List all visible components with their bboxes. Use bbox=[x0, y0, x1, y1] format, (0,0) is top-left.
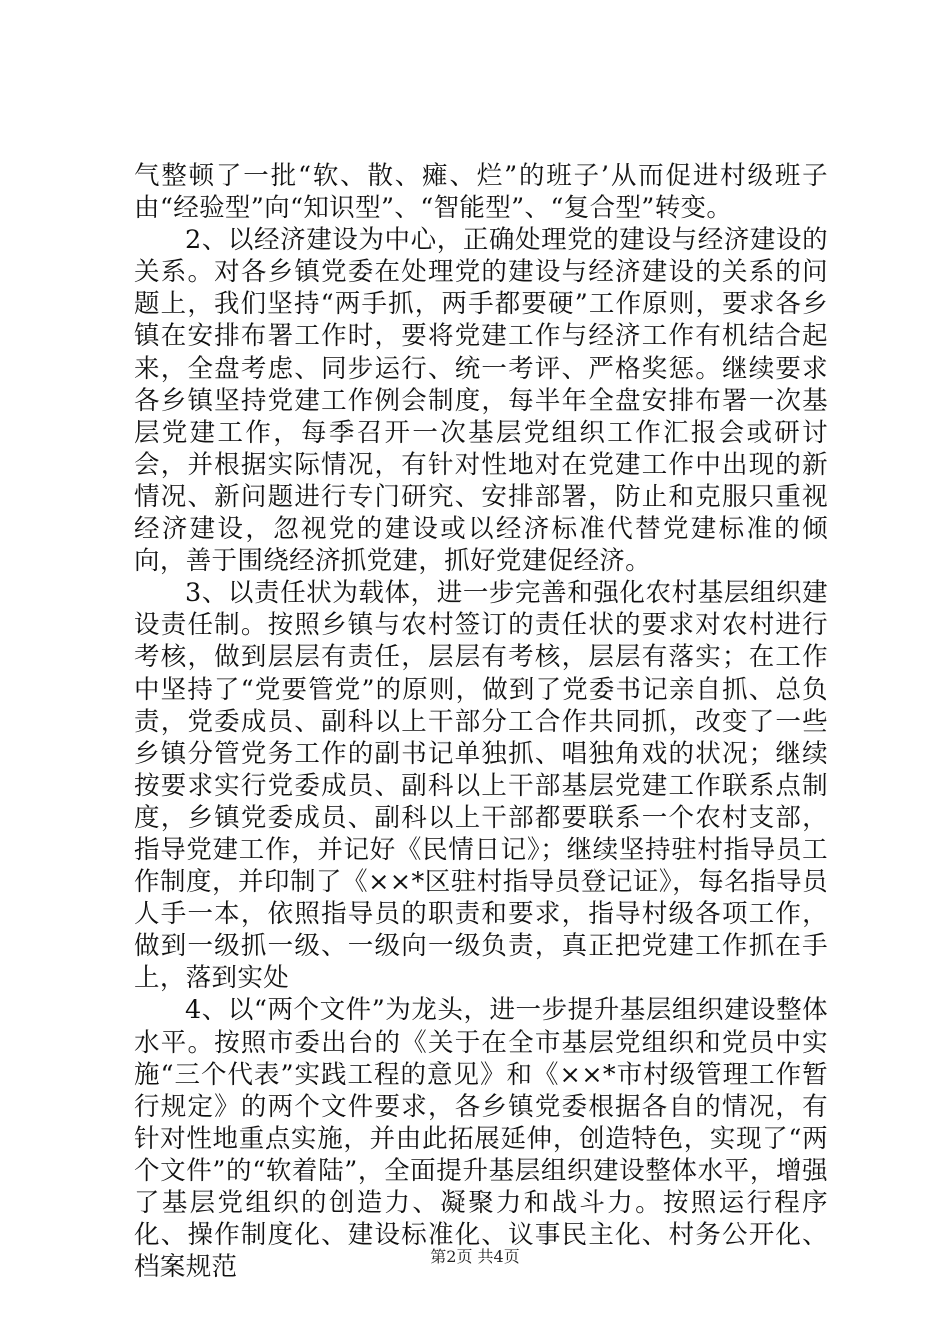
document-body bbox=[134, 160, 828, 1283]
paragraph-2: 2、以经济建设为中心，正确处理党的建设与经济建设的关系。对各乡镇党委在处理党的建设与经济建设的关系的问题上，我们坚持“两手抓，两手都要硬”工作原则，要求各乡镇在安排布署工作时，要将党建工作与经济工作有机结合起来，全盘考虑、同步运行、统一考评、严格奖惩。继续要求各乡镇坚持党建工作例会制度，每半年全盘安排布署一次基层党建工作，每季召开一次基层党组织工作汇报会或研讨会，并根据实际情况，有针对性地对在党建工作中出现的新情况、新问题进行专门研究、安排部署，防止和克服只重视经济建设，忽视党的建设或以经济标准代替党建标准的倾向，善于围绕经济抓党建，抓好党建促经济。 bbox=[134, 225, 828, 577]
paragraph-continuation: 气整顿了一批“软、散、瘫、烂”的班子’从而促进村级班子由“经验型”向“知识型”、“智能型”、“复合型”转变。 bbox=[134, 161, 828, 224]
paragraph-4: 4、以“两个文件”为龙头，进一步提升基层组织建设整体水平。按照市委出台的《关于在全市基层党组织和党员中实施“三个代表”实践工程的意见》和《××*市村级管理工作暂行规定》的两个文件要求，各乡镇党委根据各自的情况，有针对性地重点实施，并由此拓展延伸，创造特色，实现了“两个文件”的“软着陆”，全面提升基层组织建设整体水平，增强了基层党组织的创造力、凝聚力和战斗力。按照运行程序化、操作制度化、建设标准化、议事民主化、村务公开化、档案规范 bbox=[134, 995, 828, 1283]
page-number-footer: 第2页 共4页 bbox=[430, 1247, 520, 1266]
paragraph-3: 3、以责任状为载体，进一步完善和强化农村基层组织建设责任制。按照乡镇与农村签订的责任状的要求对农村进行考核，做到层层有责任，层层有考核，层层有落实；在工作中坚持了“党要管党”的原则，做到了党委书记亲自抓、总负责，党委成员、副科以上干部分工合作共同抓，改变了一些乡镇分管党务工作的副书记单独抓、唱独角戏的状况；继续按要求实行党委成员、副科以上干部基层党建工作联系点制度，乡镇党委成员、副科以上干部都要联系一个农村支部，指导党建工作，并记好《民情日记》；继续坚持驻村指导员工作制度，并印制了《××*区驻村指导员登记证》，每名指导员人手一本，依照指导员的职责和要求，指导村级各项工作，做到一级抓一级、一级向一级负责，真正把党建工作抓在手上，落到实处 bbox=[134, 578, 828, 994]
